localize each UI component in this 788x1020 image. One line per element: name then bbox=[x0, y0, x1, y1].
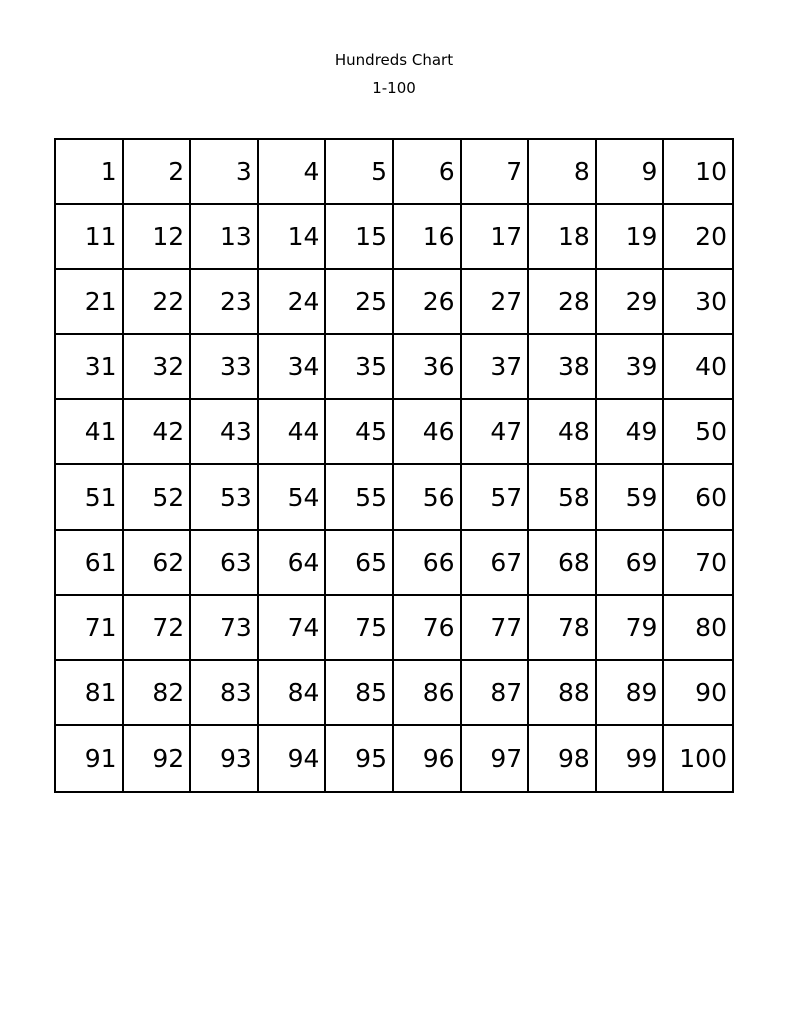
grid-cell: 68 bbox=[529, 531, 597, 596]
grid-cell: 30 bbox=[664, 270, 732, 335]
grid-cell: 55 bbox=[326, 465, 394, 530]
grid-cell: 7 bbox=[462, 140, 530, 205]
grid-cell: 72 bbox=[124, 596, 192, 661]
grid-cell: 62 bbox=[124, 531, 192, 596]
grid-cell: 63 bbox=[191, 531, 259, 596]
grid-cell: 17 bbox=[462, 205, 530, 270]
grid-cell: 19 bbox=[597, 205, 665, 270]
grid-cell: 73 bbox=[191, 596, 259, 661]
grid-cell: 12 bbox=[124, 205, 192, 270]
grid-cell: 61 bbox=[56, 531, 124, 596]
grid-cell: 38 bbox=[529, 335, 597, 400]
grid-cell: 11 bbox=[56, 205, 124, 270]
grid-cell: 8 bbox=[529, 140, 597, 205]
grid-cell: 34 bbox=[259, 335, 327, 400]
grid-cell: 4 bbox=[259, 140, 327, 205]
grid-cell: 100 bbox=[679, 743, 727, 773]
grid-cell: 44 bbox=[259, 400, 327, 465]
grid-cell: 18 bbox=[529, 205, 597, 270]
grid-cell: 6 bbox=[394, 140, 462, 205]
grid-cell: 15 bbox=[326, 205, 394, 270]
grid-cell: 49 bbox=[597, 400, 665, 465]
grid-cell: 83 bbox=[191, 661, 259, 726]
grid-cell: 57 bbox=[462, 465, 530, 530]
grid-cell: 27 bbox=[462, 270, 530, 335]
grid-cell: 37 bbox=[462, 335, 530, 400]
grid-cell: 87 bbox=[462, 661, 530, 726]
grid-cell: 47 bbox=[462, 400, 530, 465]
grid-cell: 26 bbox=[394, 270, 462, 335]
grid-cell: 76 bbox=[394, 596, 462, 661]
grid-cell: 20 bbox=[664, 205, 732, 270]
grid-cell: 32 bbox=[124, 335, 192, 400]
grid-cell: 13 bbox=[191, 205, 259, 270]
grid-cell: 79 bbox=[597, 596, 665, 661]
grid-cell: 22 bbox=[124, 270, 192, 335]
grid-cell: 39 bbox=[597, 335, 665, 400]
grid-cell: 48 bbox=[529, 400, 597, 465]
grid-cell: 93 bbox=[191, 726, 259, 791]
grid-cell: 71 bbox=[56, 596, 124, 661]
grid-cell: 46 bbox=[394, 400, 462, 465]
grid-cell: 21 bbox=[56, 270, 124, 335]
grid-cell: 35 bbox=[326, 335, 394, 400]
grid-cell: 78 bbox=[529, 596, 597, 661]
grid-cell: 98 bbox=[529, 726, 597, 791]
grid-cell: 69 bbox=[597, 531, 665, 596]
grid-cell: 14 bbox=[259, 205, 327, 270]
grid-cell: 94 bbox=[259, 726, 327, 791]
grid-cell: 74 bbox=[259, 596, 327, 661]
grid-cell: 96 bbox=[394, 726, 462, 791]
grid-cell: 82 bbox=[124, 661, 192, 726]
page-title: Hundreds Chart bbox=[334, 51, 454, 69]
grid-cell: 36 bbox=[394, 335, 462, 400]
hundreds-grid bbox=[54, 138, 734, 793]
grid-cell: 10 bbox=[664, 140, 732, 205]
grid-cell: 51 bbox=[56, 465, 124, 530]
grid-cell: 60 bbox=[664, 465, 732, 530]
grid-cell: 66 bbox=[394, 531, 462, 596]
grid-cell: 58 bbox=[529, 465, 597, 530]
grid-cell: 31 bbox=[56, 335, 124, 400]
grid-cell: 80 bbox=[664, 596, 732, 661]
grid-cell: 86 bbox=[394, 661, 462, 726]
grid-cell: 65 bbox=[326, 531, 394, 596]
grid-cell: 29 bbox=[597, 270, 665, 335]
grid-cell: 43 bbox=[191, 400, 259, 465]
grid-cell: 67 bbox=[462, 531, 530, 596]
grid-cell: 9 bbox=[597, 140, 665, 205]
grid-cell: 97 bbox=[462, 726, 530, 791]
grid-cell: 2 bbox=[124, 140, 192, 205]
grid-cell: 1 bbox=[56, 140, 124, 205]
grid-cell: 84 bbox=[259, 661, 327, 726]
grid-cell: 64 bbox=[259, 531, 327, 596]
grid-cell: 70 bbox=[664, 531, 732, 596]
grid-cell: 90 bbox=[664, 661, 732, 726]
grid-cell: 59 bbox=[597, 465, 665, 530]
grid-cell: 85 bbox=[326, 661, 394, 726]
grid-cell: 41 bbox=[56, 400, 124, 465]
page-subtitle: 1-100 bbox=[372, 79, 416, 97]
grid-cell: 56 bbox=[394, 465, 462, 530]
grid-cell: 53 bbox=[191, 465, 259, 530]
grid-cell: 89 bbox=[597, 661, 665, 726]
grid-cell: 25 bbox=[326, 270, 394, 335]
grid-cell: 91 bbox=[56, 726, 124, 791]
grid-cell: 40 bbox=[664, 335, 732, 400]
grid-cell: 42 bbox=[124, 400, 192, 465]
grid-cell: 54 bbox=[259, 465, 327, 530]
grid-cell: 28 bbox=[529, 270, 597, 335]
grid-cell: 50 bbox=[664, 400, 732, 465]
grid-cell: 5 bbox=[326, 140, 394, 205]
grid-cell: 3 bbox=[191, 140, 259, 205]
grid-cell: 77 bbox=[462, 596, 530, 661]
grid-cell: 92 bbox=[124, 726, 192, 791]
grid-cell: 88 bbox=[529, 661, 597, 726]
grid-cell: 24 bbox=[259, 270, 327, 335]
grid-cell: 23 bbox=[191, 270, 259, 335]
grid-cell: 45 bbox=[326, 400, 394, 465]
grid-cell: 81 bbox=[56, 661, 124, 726]
grid-cell: 95 bbox=[326, 726, 394, 791]
grid-cell: 16 bbox=[394, 205, 462, 270]
grid-cell: 75 bbox=[326, 596, 394, 661]
grid-cell: 99 bbox=[597, 726, 665, 791]
grid-cell: 33 bbox=[191, 335, 259, 400]
grid-cell: 52 bbox=[124, 465, 192, 530]
